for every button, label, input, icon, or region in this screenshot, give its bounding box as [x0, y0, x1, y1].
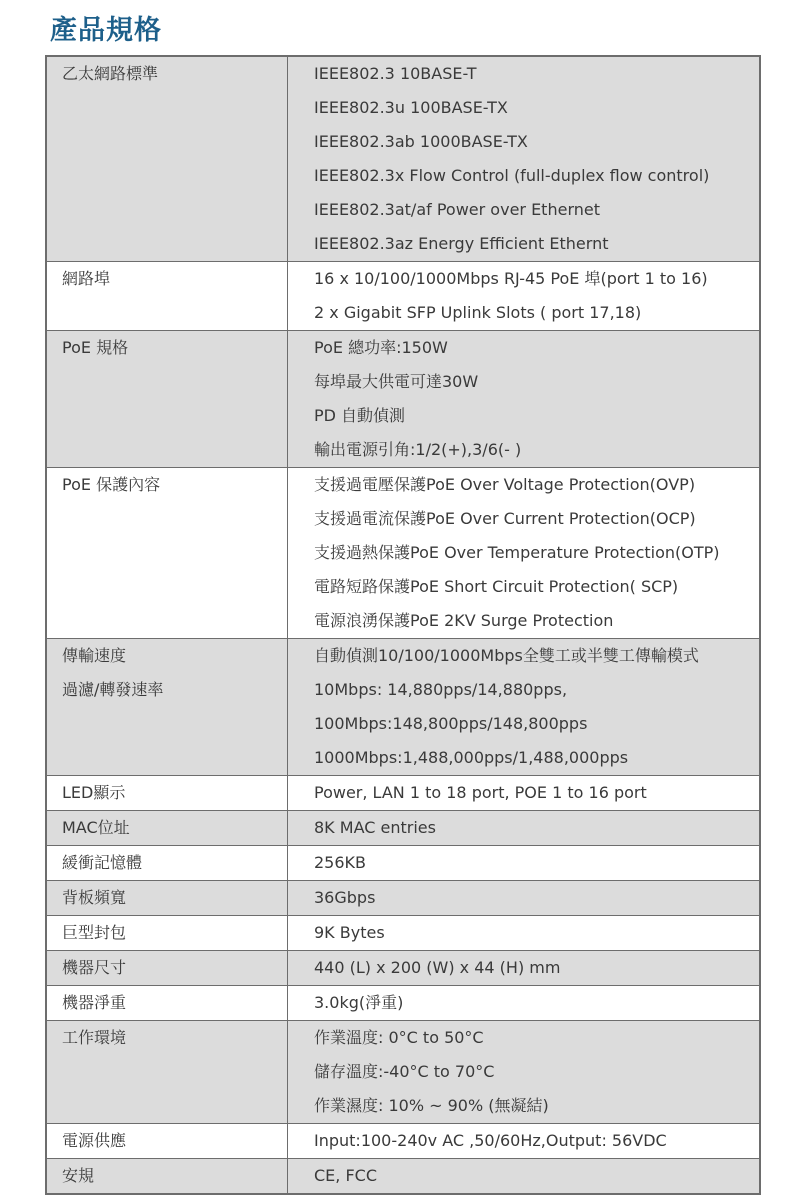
spec-label-cell	[46, 846, 288, 881]
spec-value: 8K MAC entries	[314, 818, 436, 837]
spec-value: 作業濕度: 10% ~ 90% (無凝結)	[314, 1096, 549, 1115]
spec-row	[46, 846, 760, 881]
spec-value: IEEE802.3 10BASE-T	[314, 64, 477, 83]
spec-value: 2 x Gigabit SFP Uplink Slots ( port 17,18)	[314, 303, 642, 322]
spec-row	[46, 639, 760, 776]
spec-row	[46, 468, 760, 639]
spec-value-cell	[288, 776, 761, 811]
spec-value: Power, LAN 1 to 18 port, POE 1 to 16 port	[314, 783, 647, 802]
spec-value-cell	[288, 1124, 761, 1159]
spec-label-cell	[46, 776, 288, 811]
spec-label-cell	[46, 331, 288, 468]
spec-row	[46, 262, 760, 331]
spec-label: 電源供應	[62, 1131, 127, 1150]
spec-value: 36Gbps	[314, 888, 376, 907]
spec-value: 作業溫度: 0°C to 50°C	[314, 1028, 484, 1047]
spec-value: IEEE802.3ab 1000BASE-TX	[314, 132, 528, 151]
spec-label-cell	[46, 639, 288, 776]
spec-label-cell	[46, 56, 288, 262]
spec-row	[46, 951, 760, 986]
spec-label: 緩衝記憶體	[62, 853, 143, 872]
spec-label-cell	[46, 1159, 288, 1195]
spec-value-cell	[288, 639, 761, 776]
spec-label-cell	[46, 916, 288, 951]
spec-value: 電源浪湧保護PoE 2KV Surge Protection	[314, 611, 614, 630]
spec-label-cell	[46, 881, 288, 916]
spec-row	[46, 776, 760, 811]
spec-row	[46, 1021, 760, 1124]
spec-value: 每埠最大供電可達30W	[314, 372, 479, 391]
spec-value: IEEE802.3az Energy Efficient Ethernt	[314, 234, 609, 253]
spec-label: 傳輸速度	[62, 646, 127, 665]
spec-table	[45, 55, 761, 1195]
spec-value: 自動偵測10/100/1000Mbps全雙工或半雙工傳輸模式	[314, 646, 699, 665]
spec-value: 3.0kg(淨重)	[314, 993, 404, 1012]
spec-label: 安規	[62, 1166, 95, 1185]
spec-value: 440 (L) x 200 (W) x 44 (H) mm	[314, 958, 561, 977]
spec-row	[46, 1159, 760, 1195]
spec-label-cell	[46, 1021, 288, 1124]
spec-label: 網路埠	[62, 269, 111, 288]
spec-value-cell	[288, 881, 761, 916]
spec-row	[46, 1124, 760, 1159]
spec-label: MAC位址	[62, 818, 130, 837]
spec-value: 1000Mbps:1,488,000pps/1,488,000pps	[314, 748, 629, 767]
spec-value: 9K Bytes	[314, 923, 385, 942]
spec-label-cell	[46, 951, 288, 986]
spec-value-cell	[288, 1021, 761, 1124]
spec-table-body	[46, 56, 760, 1194]
spec-value: 電路短路保護PoE Short Circuit Protection( SCP)	[314, 577, 679, 596]
spec-value: 儲存溫度:-40°C to 70°C	[314, 1062, 495, 1081]
spec-label-cell	[46, 468, 288, 639]
spec-value: CE, FCC	[314, 1166, 377, 1185]
spec-label: 機器淨重	[62, 993, 127, 1012]
spec-row	[46, 916, 760, 951]
spec-label: 巨型封包	[62, 923, 127, 942]
spec-label: LED顯示	[62, 783, 126, 802]
spec-row	[46, 56, 760, 262]
spec-label: 機器尺寸	[62, 958, 127, 977]
spec-value: 支援過熱保護PoE Over Temperature Protection(OTP)	[314, 543, 720, 562]
spec-value-cell	[288, 262, 761, 331]
spec-row	[46, 986, 760, 1021]
spec-value: IEEE802.3at/af Power over Ethernet	[314, 200, 600, 219]
spec-value-cell	[288, 811, 761, 846]
spec-label-cell	[46, 986, 288, 1021]
spec-label: PoE 保護內容	[62, 475, 161, 494]
spec-value: 支援過電壓保護PoE Over Voltage Protection(OVP)	[314, 475, 696, 494]
spec-value-cell	[288, 56, 761, 262]
spec-label: 背板頻寬	[62, 888, 127, 907]
spec-row	[46, 811, 760, 846]
spec-value-cell	[288, 916, 761, 951]
spec-label: 乙太網路標準	[62, 64, 159, 83]
spec-value: 10Mbps: 14,880pps/14,880pps,	[314, 680, 568, 699]
spec-value: 支援過電流保護PoE Over Current Protection(OCP)	[314, 509, 696, 528]
spec-label-cell	[46, 262, 288, 331]
page-title: 產品規格	[50, 15, 162, 46]
spec-row	[46, 881, 760, 916]
spec-label-cell	[46, 1124, 288, 1159]
spec-value: IEEE802.3u 100BASE-TX	[314, 98, 508, 117]
spec-value-cell	[288, 986, 761, 1021]
spec-value-cell	[288, 951, 761, 986]
spec-value: Input:100-240v AC ,50/60Hz,Output: 56VDC	[314, 1131, 667, 1150]
spec-label: PoE 規格	[62, 338, 129, 357]
spec-value: 100Mbps:148,800pps/148,800pps	[314, 714, 588, 733]
spec-value: IEEE802.3x Flow Control (full-duplex flow control)	[314, 166, 710, 185]
spec-label: 過濾/轉發速率	[62, 680, 164, 699]
spec-value: 256KB	[314, 853, 367, 872]
spec-row	[46, 331, 760, 468]
spec-label-cell	[46, 811, 288, 846]
spec-value: PoE 總功率:150W	[314, 338, 448, 357]
spec-value-cell	[288, 1159, 761, 1195]
spec-value-cell	[288, 468, 761, 639]
spec-value: 16 x 10/100/1000Mbps RJ-45 PoE 埠(port 1 to 16)	[314, 269, 708, 288]
spec-value-cell	[288, 331, 761, 468]
spec-value: PD 自動偵測	[314, 406, 406, 425]
spec-value-cell	[288, 846, 761, 881]
spec-label: 工作環境	[62, 1028, 127, 1047]
spec-value: 輸出電源引角:1/2(+),3/6(- )	[314, 440, 522, 459]
